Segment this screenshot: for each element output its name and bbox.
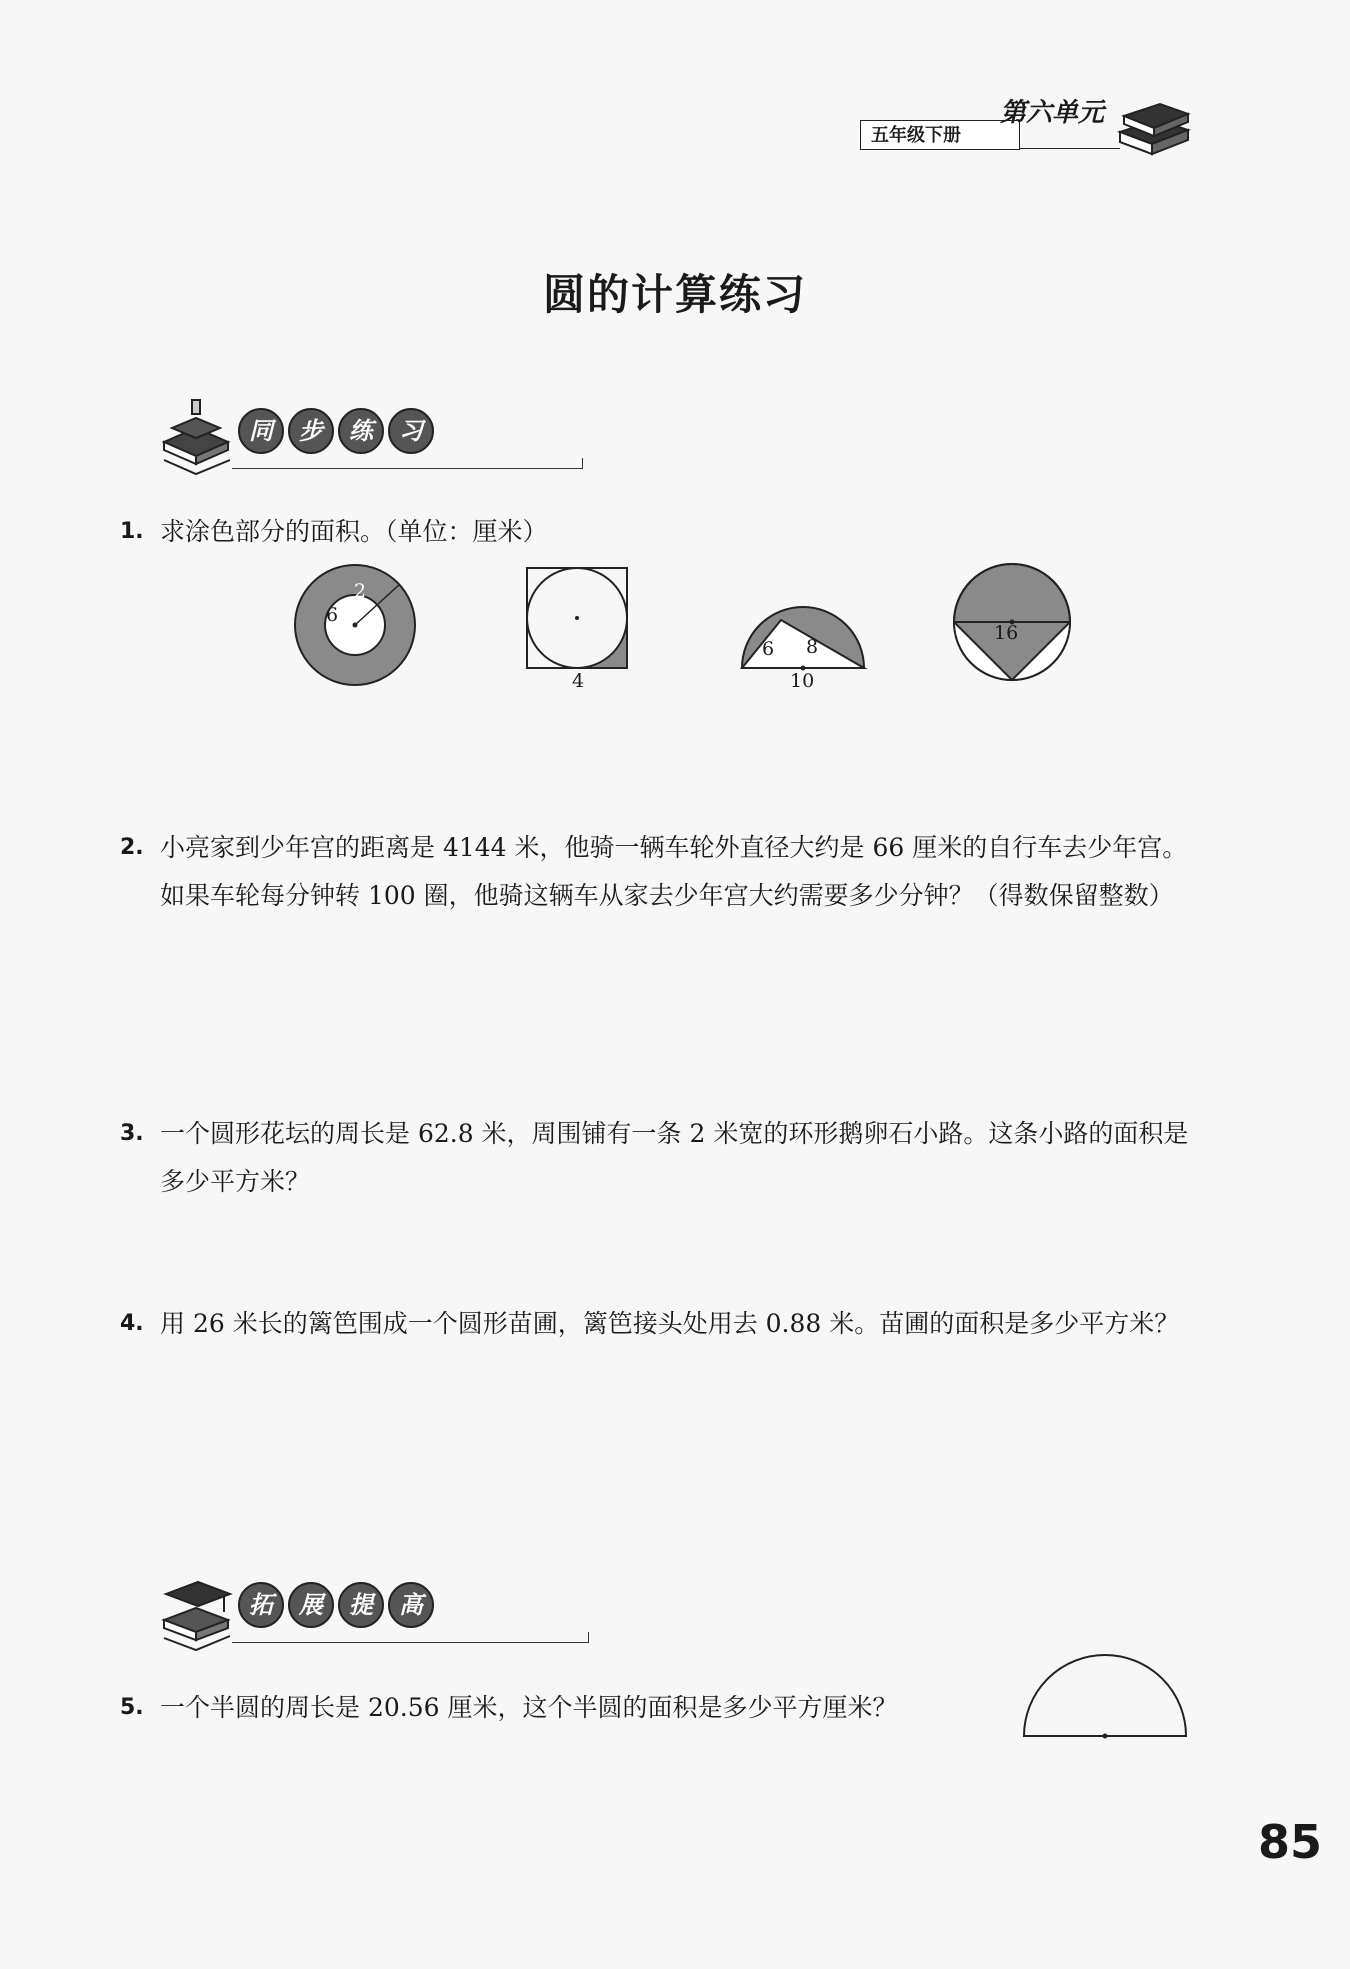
semicircle-triangle-figure (738, 600, 868, 672)
question-number: 1. (120, 519, 144, 544)
question-number: 3. (120, 1121, 144, 1146)
label-char: 拓 (238, 1582, 284, 1628)
question-1 (120, 508, 1200, 556)
stacked-books-icon (158, 398, 236, 478)
ring-inner-radius: 6 (326, 604, 339, 626)
header-rule (1020, 148, 1120, 149)
triangle-side-b: 8 (806, 636, 819, 658)
question-4 (120, 1300, 1200, 1348)
section-underline (232, 458, 583, 469)
question-5 (120, 1684, 980, 1732)
unit-header (860, 92, 1200, 172)
question-text: 一个半圆的周长是 20.56 厘米，这个半圆的面积是多少平方厘米？ (160, 1693, 898, 1722)
label-char: 同 (238, 408, 284, 454)
semicircle-figure (1020, 1650, 1190, 1742)
question-number: 4. (120, 1311, 144, 1336)
section-badge-extension (158, 1572, 598, 1652)
question-text: 用 26 米长的篱笆围成一个圆形苗圃，篱笆接头处用去 0.88 米。苗圃的面积是多少平方米？ (160, 1309, 1180, 1338)
square-circle-figure (525, 566, 629, 670)
label-char: 练 (338, 408, 384, 454)
question-2 (120, 824, 1200, 920)
section-label (238, 408, 434, 454)
section-underline (232, 1632, 589, 1643)
books-icon (1112, 92, 1192, 162)
question-number: 2. (120, 835, 144, 860)
page-number: 85 (1257, 1815, 1322, 1869)
ring-width: 2 (354, 580, 367, 602)
semicircle-diameter: 10 (790, 670, 815, 692)
chord-label: 16 (994, 622, 1019, 644)
question-number: 5. (120, 1695, 144, 1720)
question-1-figures (270, 560, 1090, 700)
question-3 (120, 1110, 1200, 1206)
unit-title: 第六单元 (1000, 98, 1105, 128)
label-char: 提 (338, 1582, 384, 1628)
label-char: 步 (288, 408, 334, 454)
label-char: 习 (388, 408, 434, 454)
square-side-label: 4 (572, 670, 585, 692)
page-title: 圆的计算练习 (542, 270, 807, 319)
question-text: 一个圆形花坛的周长是 62.8 米，周围铺有一条 2 米宽的环形鹅卵石小路。这条小路的面积是多少平方米？ (160, 1119, 1189, 1196)
label-char: 展 (288, 1582, 334, 1628)
graduation-books-icon (158, 1572, 236, 1652)
label-char: 高 (388, 1582, 434, 1628)
section-badge-practice (158, 398, 598, 478)
question-text: 求涂色部分的面积。（单位：厘米） (160, 517, 548, 546)
section-label (238, 1582, 434, 1628)
triangle-side-a: 6 (762, 638, 775, 660)
grade-label: 五年级下册 (860, 120, 1020, 150)
question-text: 小亮家到少年宫的距离是 4144 米，他骑一辆车轮外直径大约是 66 厘米的自行车去少年宫。如果车轮每分钟转 100 圈，他骑这辆车从家去少年宫大约需要多少分钟？（得数保留整数） (160, 833, 1188, 910)
